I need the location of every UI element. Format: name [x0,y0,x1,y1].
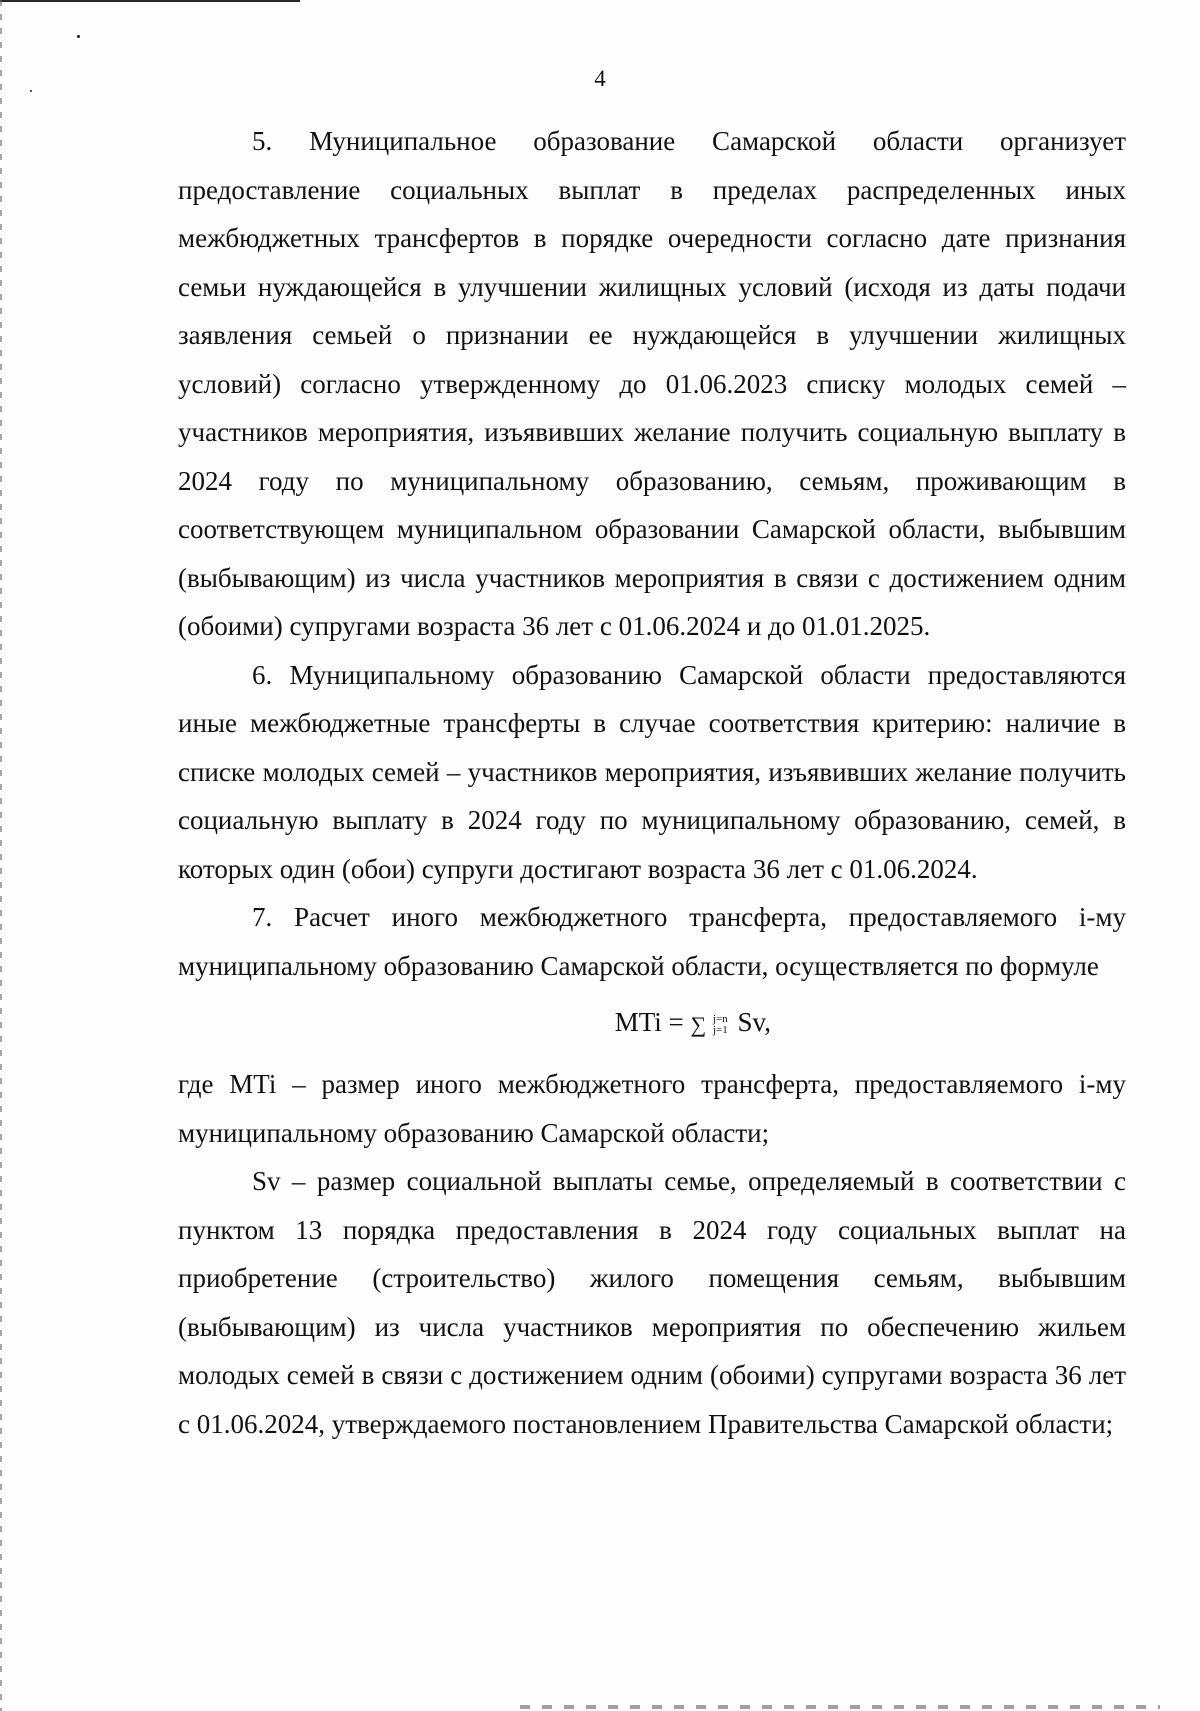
formula-term: Sv, [737,1007,771,1037]
sum-upper-limit: j=n [712,1012,728,1025]
page-number: 4 [594,66,606,91]
paragraph-7: 7. Расчет иного межбюджетного трансферта, предоставляемого i-му муниципальному образованию Самарской области, осуществляется по формуле [178,902,1126,981]
scan-edge-left [0,0,2,1711]
sum-limits [713,1014,728,1036]
formula-equals: = [668,1007,684,1037]
paragraph-6: 6. Муниципальному образованию Самарской области предоставляются иные межбюджетные трансферты в случае соответствия критерию: наличие в списке молодых семей – участников мероприятия, изъявивших желание получить социальную выплату в 2024 году по муниципальному образованию, семей, в которых один (обои) супруги достигают возраста 36 лет с 01.06.2024. [178,659,1126,884]
formula [178,994,1126,1050]
formula-lhs: MTi [614,1007,662,1037]
paragraph-5: 5. Муниципальное образование Самарской области организует предоставление социальных выплат в пределах распределенных иных межбюджетных трансфертов в порядке очередности согласно дате признания семьи нуждающейся в улучшении жилищных условий (исходя из даты подачи заявления семьей о признании ее нуждающейся в улучшении жилищных условий) согласно утвержденному до 01.06.2023 списку молодых семей – участников мероприятия, изъявивших желание получить социальную выплату в 2024 году по муниципальному образованию, семьям, проживающим в соответствующем муниципальном образовании Самарской области, выбывшим (выбывающим) из числа участников мероприятия в связи с достижением одним (обоими) супругами возраста 36 лет с 01.06.2024 и до 01.01.2025. [178,126,1126,641]
document-body [178,117,1126,1448]
sum-lower-limit: j=1 [712,1023,728,1036]
scan-edge-top [0,0,300,2]
scan-edge-bottom [520,1705,1160,1709]
definition-sv: Sv – размер социальной выплаты семье, определяемый в соответствии с пунктом 13 порядка предоставления в 2024 году социальных выплат на приобретение (строительство) жилого помещения семьям, выбывшим (выбывающим) из числа участников мероприятия по обеспечению жильем молодых семей в связи с достижением одним (обоими) супругами возраста 36 лет с 01.06.2024, утверждаемого постановлением Правительства Самарской области; [178,1166,1126,1439]
sum-symbol: ∑ [690,1011,707,1037]
definition-mti: где MTi – размер иного межбюджетного трансферта, предоставляемого i-му муниципальному образованию Самарской области; [178,1069,1126,1148]
scan-speck [77,35,80,38]
